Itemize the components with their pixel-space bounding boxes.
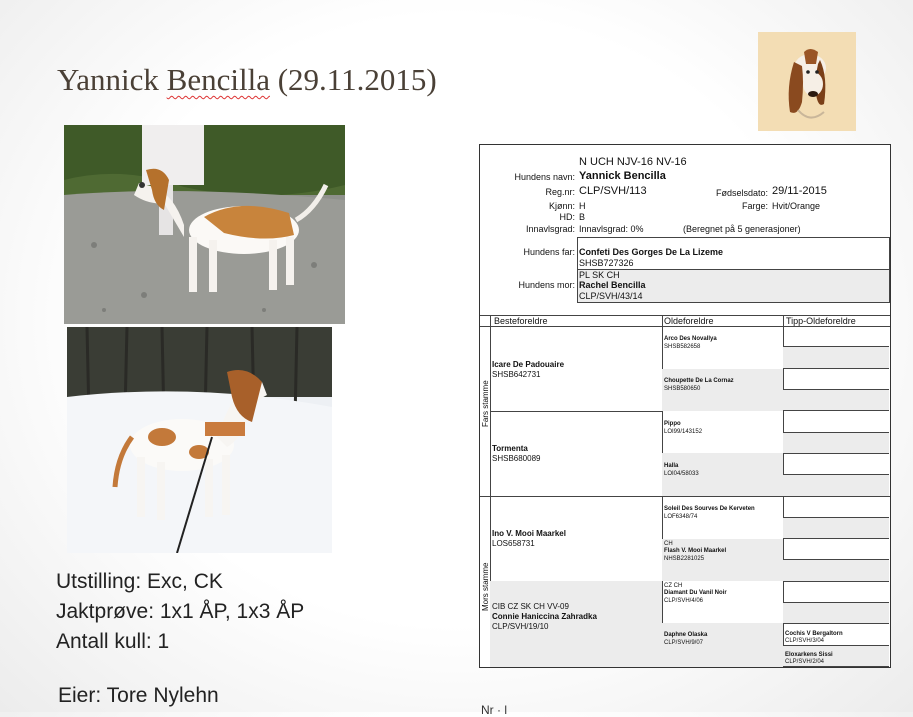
ggg-cell — [783, 582, 889, 603]
birth-label: Fødselsdato: — [715, 188, 768, 198]
color-value: Hvit/Orange — [772, 201, 821, 211]
g3-name: Pippo — [664, 421, 681, 427]
ggg1-name: Cochis V Bergaltorn — [785, 631, 843, 637]
sire-label: Hundens far: — [523, 247, 575, 257]
ggg-cell — [783, 411, 889, 432]
col-grandparents: Besteforeldre — [494, 316, 548, 326]
ggg1-reg: CLP/SVH/3/04 — [785, 638, 825, 644]
ggg-cell — [783, 475, 889, 496]
hd-label: HD: — [559, 212, 575, 222]
dam-name: Rachel Bencilla — [579, 280, 646, 290]
ggg2-reg: CLP/SVH/2/04 — [785, 659, 825, 665]
reg-number: CLP/SVH/113 — [579, 185, 647, 197]
g5-name: Soleil Des Sourves De Kerveten — [664, 506, 755, 512]
slide-title — [57, 62, 437, 98]
litter-count: Antall kull: 1 — [56, 630, 170, 653]
ggg-cell — [783, 603, 889, 624]
sire-name: Confeti Des Gorges De La Lizeme — [579, 247, 724, 257]
reg-label: Reg.nr: — [545, 187, 575, 197]
ggg-cell — [783, 347, 889, 368]
show-result: Utstilling: Exc, CK — [56, 570, 223, 593]
g8-reg: CLP/SVH/9/07 — [664, 640, 704, 646]
ggg-cell — [783, 454, 889, 475]
ggg-cell — [783, 326, 889, 347]
inbreeding-value: Innavlsgrad: 0% — [579, 224, 644, 234]
birth-date: 29/11-2015 — [772, 185, 827, 197]
ggg-cell — [783, 518, 889, 539]
cut-off-text: Nr · l — [481, 703, 507, 717]
sire-side-label: Fars stamme — [481, 380, 490, 427]
color-label: Farge: — [741, 201, 768, 211]
g6-titles: CH — [664, 541, 673, 547]
g1-reg: SHSB582658 — [664, 344, 701, 350]
ggg-cell — [783, 369, 889, 390]
g3-reg: LOI99/143152 — [664, 429, 703, 435]
title-first-name: Yannick — [57, 62, 159, 97]
dam-titles: PL SK CH — [579, 270, 620, 280]
g4-reg: LOI04/58033 — [664, 471, 699, 477]
g7-name: Diamant Du Vanil Noir — [664, 590, 727, 596]
g7-titles: CZ CH — [664, 583, 683, 589]
gp2-name: Tormenta — [492, 444, 528, 453]
gp4-reg: CLP/SVH/19/10 — [492, 622, 549, 631]
hd-value: B — [579, 212, 586, 222]
inbreeding-note: (Beregnet på 5 generasjoner) — [683, 224, 801, 234]
dog-in-snow-photo — [67, 327, 332, 553]
owner-text: Eier: Tore Nylehn — [58, 684, 219, 707]
ggg-cell — [783, 390, 889, 411]
gp1-name: Icare De Padouaire — [492, 360, 565, 369]
g5-reg: LOF6348/74 — [664, 514, 698, 520]
gp3-name: Ino V. Mooi Maarkel — [492, 529, 566, 538]
ggg-cell — [783, 560, 889, 581]
col-great-grandparents: Oldeforeldre — [664, 316, 714, 326]
sex-value: H — [579, 201, 586, 211]
name-label: Hundens navn: — [514, 172, 575, 182]
col-great-great-grandparents: Tipp-Oldeforeldre — [786, 316, 856, 326]
gp4-titles: CIB CZ SK CH VV-09 — [492, 602, 569, 611]
dog-name: Yannick Bencilla — [579, 170, 666, 182]
gp1-reg: SHSB642731 — [492, 370, 541, 379]
hunting-trial-result: Jaktprøve: 1x1 ÅP, 1x3 ÅP — [56, 600, 305, 623]
pedigree-certificate — [479, 144, 891, 668]
title-surname: Bencilla — [166, 62, 270, 97]
gp3-reg: LOS658731 — [492, 539, 535, 548]
ggg-cell — [783, 539, 889, 560]
title-date: (29.11.2015) — [277, 62, 437, 97]
dam-reg: CLP/SVH/43/14 — [579, 291, 643, 301]
basset-hound-logo — [758, 32, 856, 131]
g4-name: Halla — [664, 463, 679, 469]
sire-reg: SHSB727326 — [579, 258, 634, 268]
g8-name: Daphne Olaska — [664, 632, 708, 638]
g2-reg: SHSB580650 — [664, 386, 701, 392]
g1-name: Arco Des Novallya — [664, 336, 717, 342]
inbreeding-label: Innavlsgrad: — [525, 224, 575, 234]
dog-info — [56, 567, 304, 657]
dog-titles: N UCH NJV-16 NV-16 — [579, 156, 687, 168]
ggg2-name: Eloxarkens Sissi — [785, 652, 833, 658]
ggg-cell — [783, 497, 889, 518]
g6-reg: NHSB2281025 — [664, 556, 705, 562]
dam-side-label: Mors stamme — [481, 562, 490, 611]
dam-label: Hundens mor: — [518, 280, 575, 290]
gp4-name: Connie Haniccina Zahradka — [492, 612, 597, 621]
sex-label: Kjønn: — [548, 201, 575, 211]
dog-on-gravel-photo — [64, 125, 345, 324]
ggg-cell — [783, 433, 889, 454]
g7-reg: CLP/SVH/4/06 — [664, 598, 704, 604]
g2-name: Choupette De La Cornaz — [664, 378, 734, 384]
gp2-reg: SHSB680089 — [492, 454, 541, 463]
g6-name: Flash V. Mooi Maarkel — [664, 548, 727, 554]
